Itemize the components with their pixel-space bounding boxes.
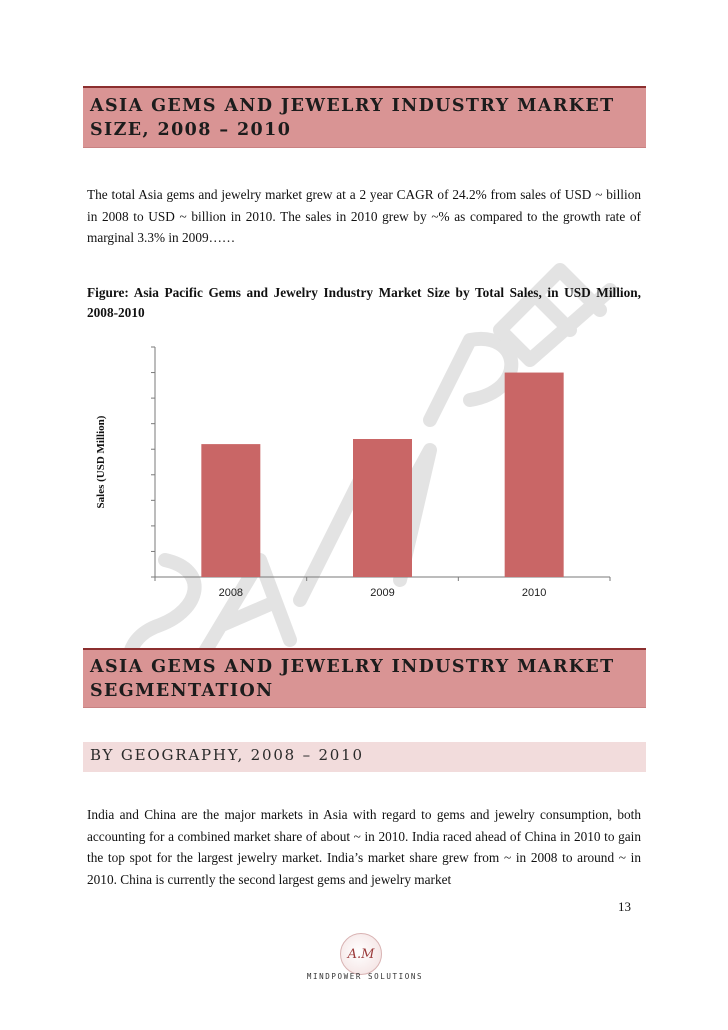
- page-number: 13: [618, 899, 631, 914]
- section-title-line1: ASIA GEMS AND JEWELRY INDUSTRY MARKET: [90, 657, 615, 677]
- section-title-market-size: [83, 86, 646, 148]
- company-logo: [340, 933, 382, 975]
- bar-2009: [353, 439, 412, 577]
- market-size-paragraph: The total Asia gems and jewelry market grew at a 2 year CAGR of 24.2% from sales of USD ~ billion in 2008 to USD ~ billion in 2010. The sales in 2010 grew by ~% as compared to the growth rate of marginal 3.3% in 2009……: [87, 187, 641, 245]
- subsection-title-geography: [83, 742, 646, 772]
- market-size-bar-chart: [85, 335, 630, 610]
- geography-paragraph: India and China are the major markets in Asia with regard to gems and jewelry consumption, both accounting for a combined market share of about ~ in 2010. India raced ahead of China in 2010 to gain the top spot for the largest jewelry market. India’s market share grew from ~ in 2008 to around ~ in 2010. China is currently the second largest gems and jewelry market: [87, 807, 641, 887]
- x-tick-label: 2008: [218, 587, 244, 599]
- company-name: MINDPOWER SOLUTIONS: [306, 972, 424, 981]
- x-tick-label: 2009: [370, 587, 395, 599]
- section-title-line2: SIZE, 2008 – 2010: [90, 120, 292, 140]
- section-title-line2: SEGMENTATION: [90, 681, 274, 701]
- bar-2008: [201, 444, 260, 577]
- x-tick-label: 2010: [521, 587, 547, 599]
- y-axis-label: Sales (USD Million): [95, 415, 107, 509]
- bar-2010: [505, 373, 564, 577]
- section-title-line1: ASIA GEMS AND JEWELRY INDUSTRY MARKET: [90, 96, 615, 116]
- section-title-segmentation: [83, 648, 646, 708]
- logo-mark: A.M: [347, 946, 375, 962]
- figure-caption: Figure: Asia Pacific Gems and Jewelry Industry Market Size by Total Sales, in USD Million, 2008-2010: [87, 285, 641, 320]
- subsection-title: BY GEOGRAPHY, 2008 – 2010: [90, 746, 364, 764]
